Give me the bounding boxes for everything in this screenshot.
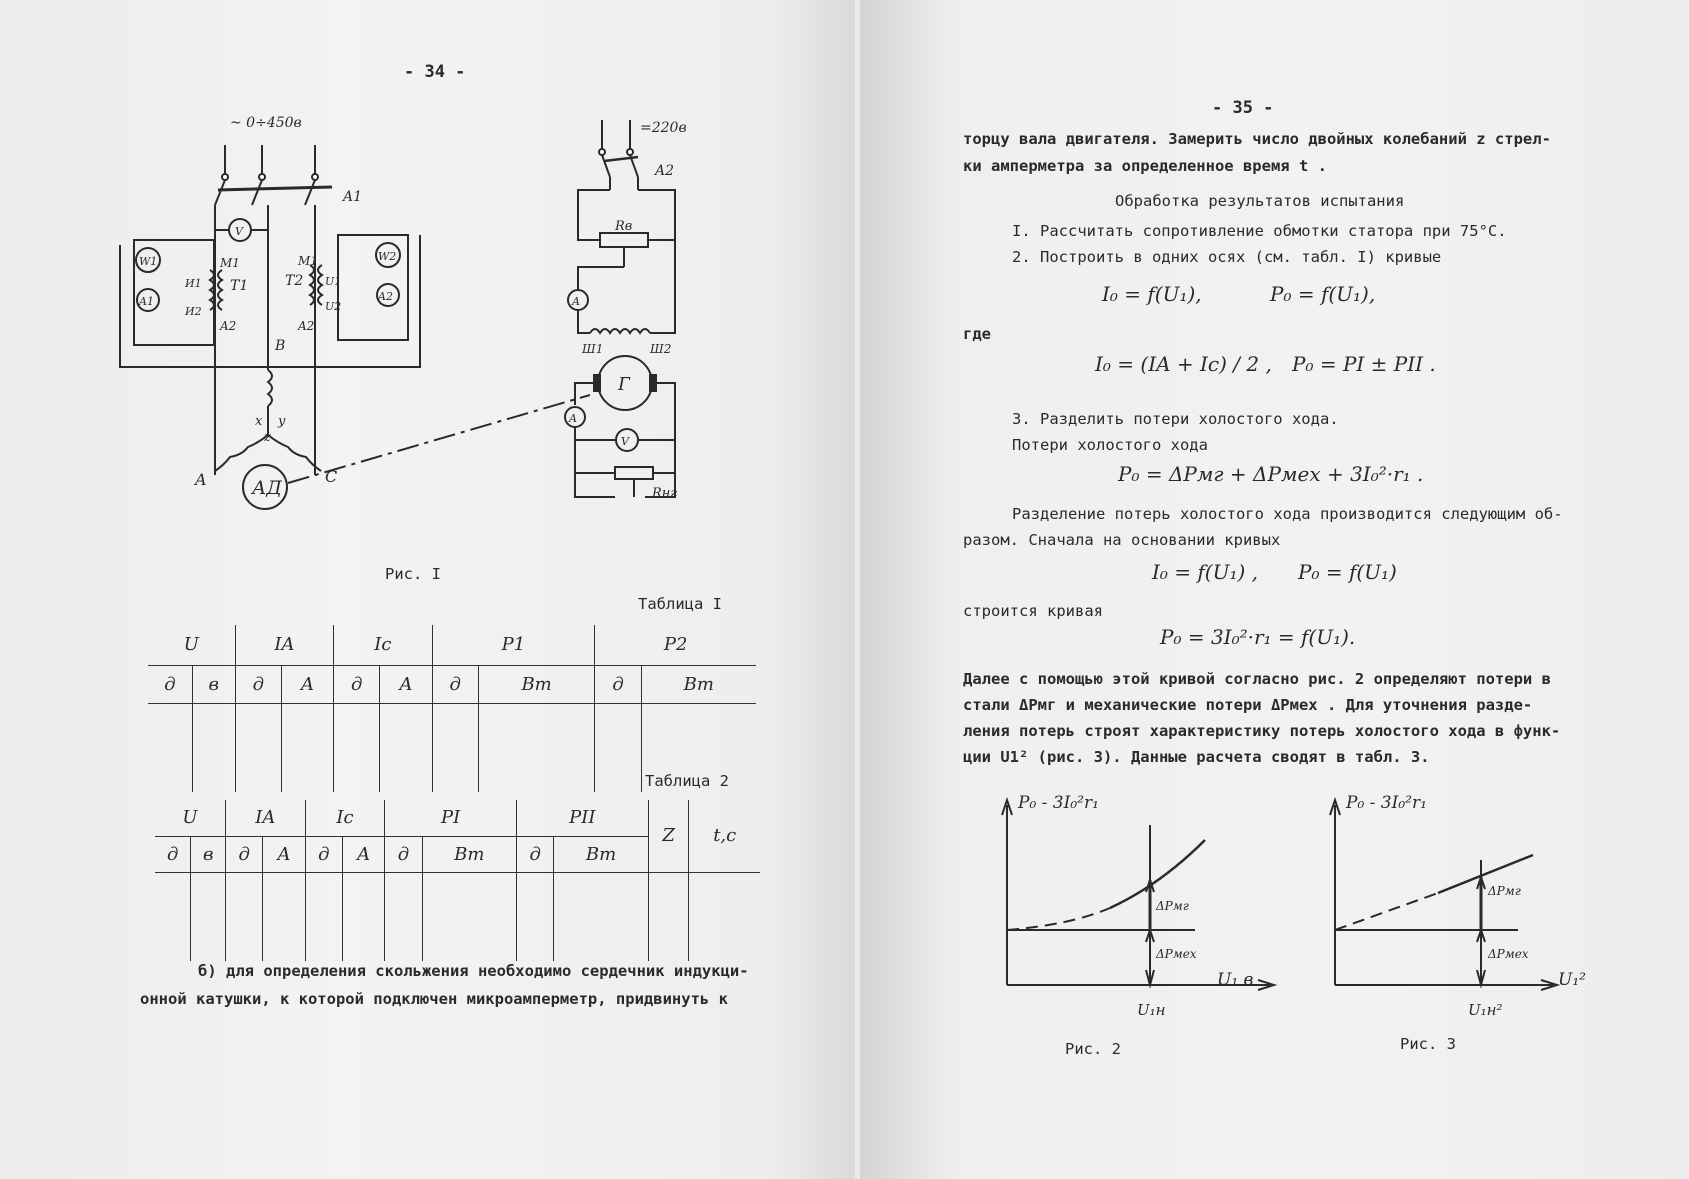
switch-a2-label: A2	[655, 163, 675, 179]
table1-subheader: д	[595, 665, 641, 703]
text-line: торцу вала двигателя. Замерить число двойных колебаний z стрел-	[963, 130, 1551, 148]
fig3-xlabel: U₁²	[1558, 970, 1586, 990]
table2-cell	[422, 872, 516, 961]
table1-header-ic: Ic	[334, 625, 432, 665]
fig2-label-mex: ΔPмех	[1156, 947, 1197, 961]
table2-subheader: д	[516, 836, 553, 872]
motor-ad-label: АД	[252, 477, 282, 499]
table1-subheader: Вт	[478, 665, 595, 703]
table-2-title: Таблица 2	[645, 772, 729, 790]
node-c-label: C	[325, 467, 338, 486]
fig3-label-mg: ΔPмг	[1488, 884, 1521, 898]
loss-label: Потери холостого хода	[1012, 436, 1208, 454]
figure-2-plot	[990, 780, 1300, 1040]
bottom-text-line-1: б) для определения скольжения необходимо сердечник индукци-	[198, 962, 749, 980]
figure-2-caption: Рис. 2	[1065, 1040, 1121, 1058]
node-x-label: x	[255, 414, 263, 429]
table2-subheader: A	[263, 836, 305, 872]
figure-3-plot	[1318, 780, 1628, 1040]
table1-subheader: д	[235, 665, 281, 703]
table1-subheader: д	[432, 665, 478, 703]
table1-subheader: A	[380, 665, 432, 703]
i1-left-label: И1	[185, 277, 202, 290]
bottom-text-line-2: онной катушки, к которой подключен микроамперметр, придвинуть к	[140, 990, 728, 1008]
text-line: ки амперметра за определенное время t .	[963, 157, 1327, 175]
ammeter-a1-label: A1	[139, 295, 154, 308]
table2-cell	[263, 872, 305, 961]
text-line: стали ΔPмг и механические потери ΔPмех . Для уточнения разде-	[963, 696, 1533, 714]
table2-subheader: д	[226, 836, 263, 872]
supply-dc-label: =220в	[640, 120, 687, 136]
table1-subheader: д	[148, 665, 192, 703]
m1-left-label: M1	[220, 256, 240, 270]
formula-i0-f-2: I₀ = f(U₁) ,	[1152, 560, 1258, 584]
formula-p0-3i0r1: P₀ = 3I₀²·r₁ = f(U₁).	[1160, 625, 1356, 649]
figure-1-caption: Рис. I	[385, 565, 441, 583]
table2-subheader: д	[305, 836, 342, 872]
formula-i0-f: I₀ = f(U₁),	[1102, 282, 1202, 306]
wattmeter-w2-label: W2	[378, 250, 397, 263]
table2-header-z: Z	[648, 800, 689, 872]
table1-header-p2: P2	[595, 625, 756, 665]
text-line: Далее с помощью этой кривой согласно рис. 2 определяют потери в	[963, 670, 1551, 688]
table2-cell	[516, 872, 553, 961]
table2-subheader: в	[191, 836, 226, 872]
voltmeter-gen-label: V	[621, 435, 629, 448]
table1-header-ia: IA	[235, 625, 333, 665]
t1-label: T1	[230, 278, 249, 294]
table1-cell	[380, 703, 432, 792]
table2-subheader: Вт	[422, 836, 516, 872]
table1-subheader: Вт	[641, 665, 756, 703]
table1-subheader: д	[334, 665, 380, 703]
formula-loss-total: P₀ = ΔPмг + ΔPмех + 3I₀²·r₁ .	[1118, 462, 1424, 486]
table1-cell	[478, 703, 595, 792]
node-a-label: A	[195, 470, 207, 489]
table1-cell	[148, 703, 192, 792]
table2-header-pii: PII	[516, 800, 648, 836]
ammeter-field-label: A	[572, 295, 580, 308]
table2-header-pi: PI	[385, 800, 517, 836]
fig3-label-mex: ΔPмех	[1488, 947, 1529, 961]
ammeter-a2-label: A2	[378, 290, 393, 303]
formula-p0-sum: P₀ = PI ± PII .	[1292, 352, 1436, 376]
fig3-ylabel: P₀ - 3I₀²r₁	[1346, 793, 1427, 813]
fig2-label-mg: ΔPмг	[1156, 899, 1189, 913]
node-b-label: B	[275, 338, 286, 354]
sh2-label: Ш2	[650, 342, 672, 356]
text-line: ции U1² (рис. 3). Данные расчета сводят в табл. 3.	[963, 748, 1430, 766]
page-35	[860, 0, 1689, 1179]
section-heading: Обработка результатов испытания	[1115, 192, 1405, 210]
table-1-title: Таблица I	[638, 595, 722, 613]
rnz-label: Rнг	[652, 486, 677, 501]
table2-cell	[155, 872, 191, 961]
formula-i0-mean: I₀ = (IA + Ic) / 2 ,	[1095, 352, 1272, 376]
table2-header-t: t,c	[689, 800, 760, 872]
table2-subheader: Вт	[554, 836, 648, 872]
i2-left-label: И2	[185, 305, 202, 318]
table2-cell	[343, 872, 385, 961]
table2-subheader: A	[343, 836, 385, 872]
table2-cell	[554, 872, 648, 961]
ammeter-gen-label: A	[569, 412, 577, 425]
table-1	[148, 625, 756, 792]
table2-header-u: U	[155, 800, 226, 836]
a2-right-label: A2	[298, 319, 315, 333]
table1-header-u: U	[148, 625, 235, 665]
node-y-label: y	[278, 414, 286, 429]
formula-p0-f-2: P₀ = f(U₁)	[1298, 560, 1397, 584]
table2-subheader: д	[155, 836, 191, 872]
table1-subheader: A	[281, 665, 333, 703]
text-gde: где	[963, 325, 991, 343]
table-2	[155, 800, 760, 961]
table1-cell	[192, 703, 235, 792]
table2-cell	[191, 872, 226, 961]
table2-cell	[226, 872, 263, 961]
table2-cell	[385, 872, 422, 961]
generator-label: Г	[618, 374, 630, 395]
table2-cell	[648, 872, 689, 961]
text-line: строится кривая	[963, 602, 1103, 620]
table1-header-p1: P1	[432, 625, 595, 665]
u1-right-label: U1	[325, 275, 342, 288]
fig3-x-tick: U₁н²	[1468, 1001, 1503, 1019]
table1-subheader: в	[192, 665, 235, 703]
table2-header-ia: IA	[226, 800, 306, 836]
table2-header-ic: Ic	[305, 800, 385, 836]
switch-a1-label: A1	[343, 189, 363, 205]
text-line: ления потерь строят характеристику потерь холостого хода в функ-	[963, 722, 1561, 740]
table2-cell	[305, 872, 342, 961]
m1-right-label: M1	[298, 254, 318, 268]
table1-cell	[595, 703, 641, 792]
figure-1-circuit	[110, 105, 750, 555]
table1-cell	[334, 703, 380, 792]
rv-label: Rв	[615, 219, 633, 234]
fig2-ylabel: P₀ - 3I₀²r₁	[1018, 793, 1099, 813]
list-item-3: 3. Разделить потери холостого хода.	[1012, 410, 1339, 428]
table2-cell	[689, 872, 760, 961]
text-line: Разделение потерь холостого хода производится следующим об-	[1012, 505, 1563, 523]
table1-cell	[281, 703, 333, 792]
u2-right-label: U2	[325, 300, 342, 313]
a2-left-label: A2	[220, 319, 237, 333]
node-z-label: z	[264, 430, 271, 445]
figure-3-caption: Рис. 3	[1400, 1035, 1456, 1053]
wattmeter-w1-label: W1	[139, 255, 158, 268]
table1-cell	[432, 703, 478, 792]
table1-cell	[235, 703, 281, 792]
table2-subheader: д	[385, 836, 422, 872]
page-number: - 34 -	[404, 62, 466, 82]
page-number: - 35 -	[1212, 98, 1274, 118]
list-item-1: I. Рассчитать сопротивление обмотки статора при 75°С.	[1012, 222, 1507, 240]
voltmeter-label: V	[235, 225, 243, 238]
list-item-2: 2. Построить в одних осях (см. табл. I) кривые	[1012, 248, 1442, 266]
supply-ac-label: ~ 0÷450в	[230, 115, 302, 131]
text-line: разом. Сначала на основании кривых	[963, 531, 1281, 549]
t2-label: T2	[285, 273, 304, 289]
fig2-x-tick: U₁н	[1137, 1001, 1166, 1019]
formula-p0-f: P₀ = f(U₁),	[1270, 282, 1376, 306]
fig2-xlabel: U₁ в	[1217, 970, 1254, 990]
sh1-label: Ш1	[582, 342, 604, 356]
